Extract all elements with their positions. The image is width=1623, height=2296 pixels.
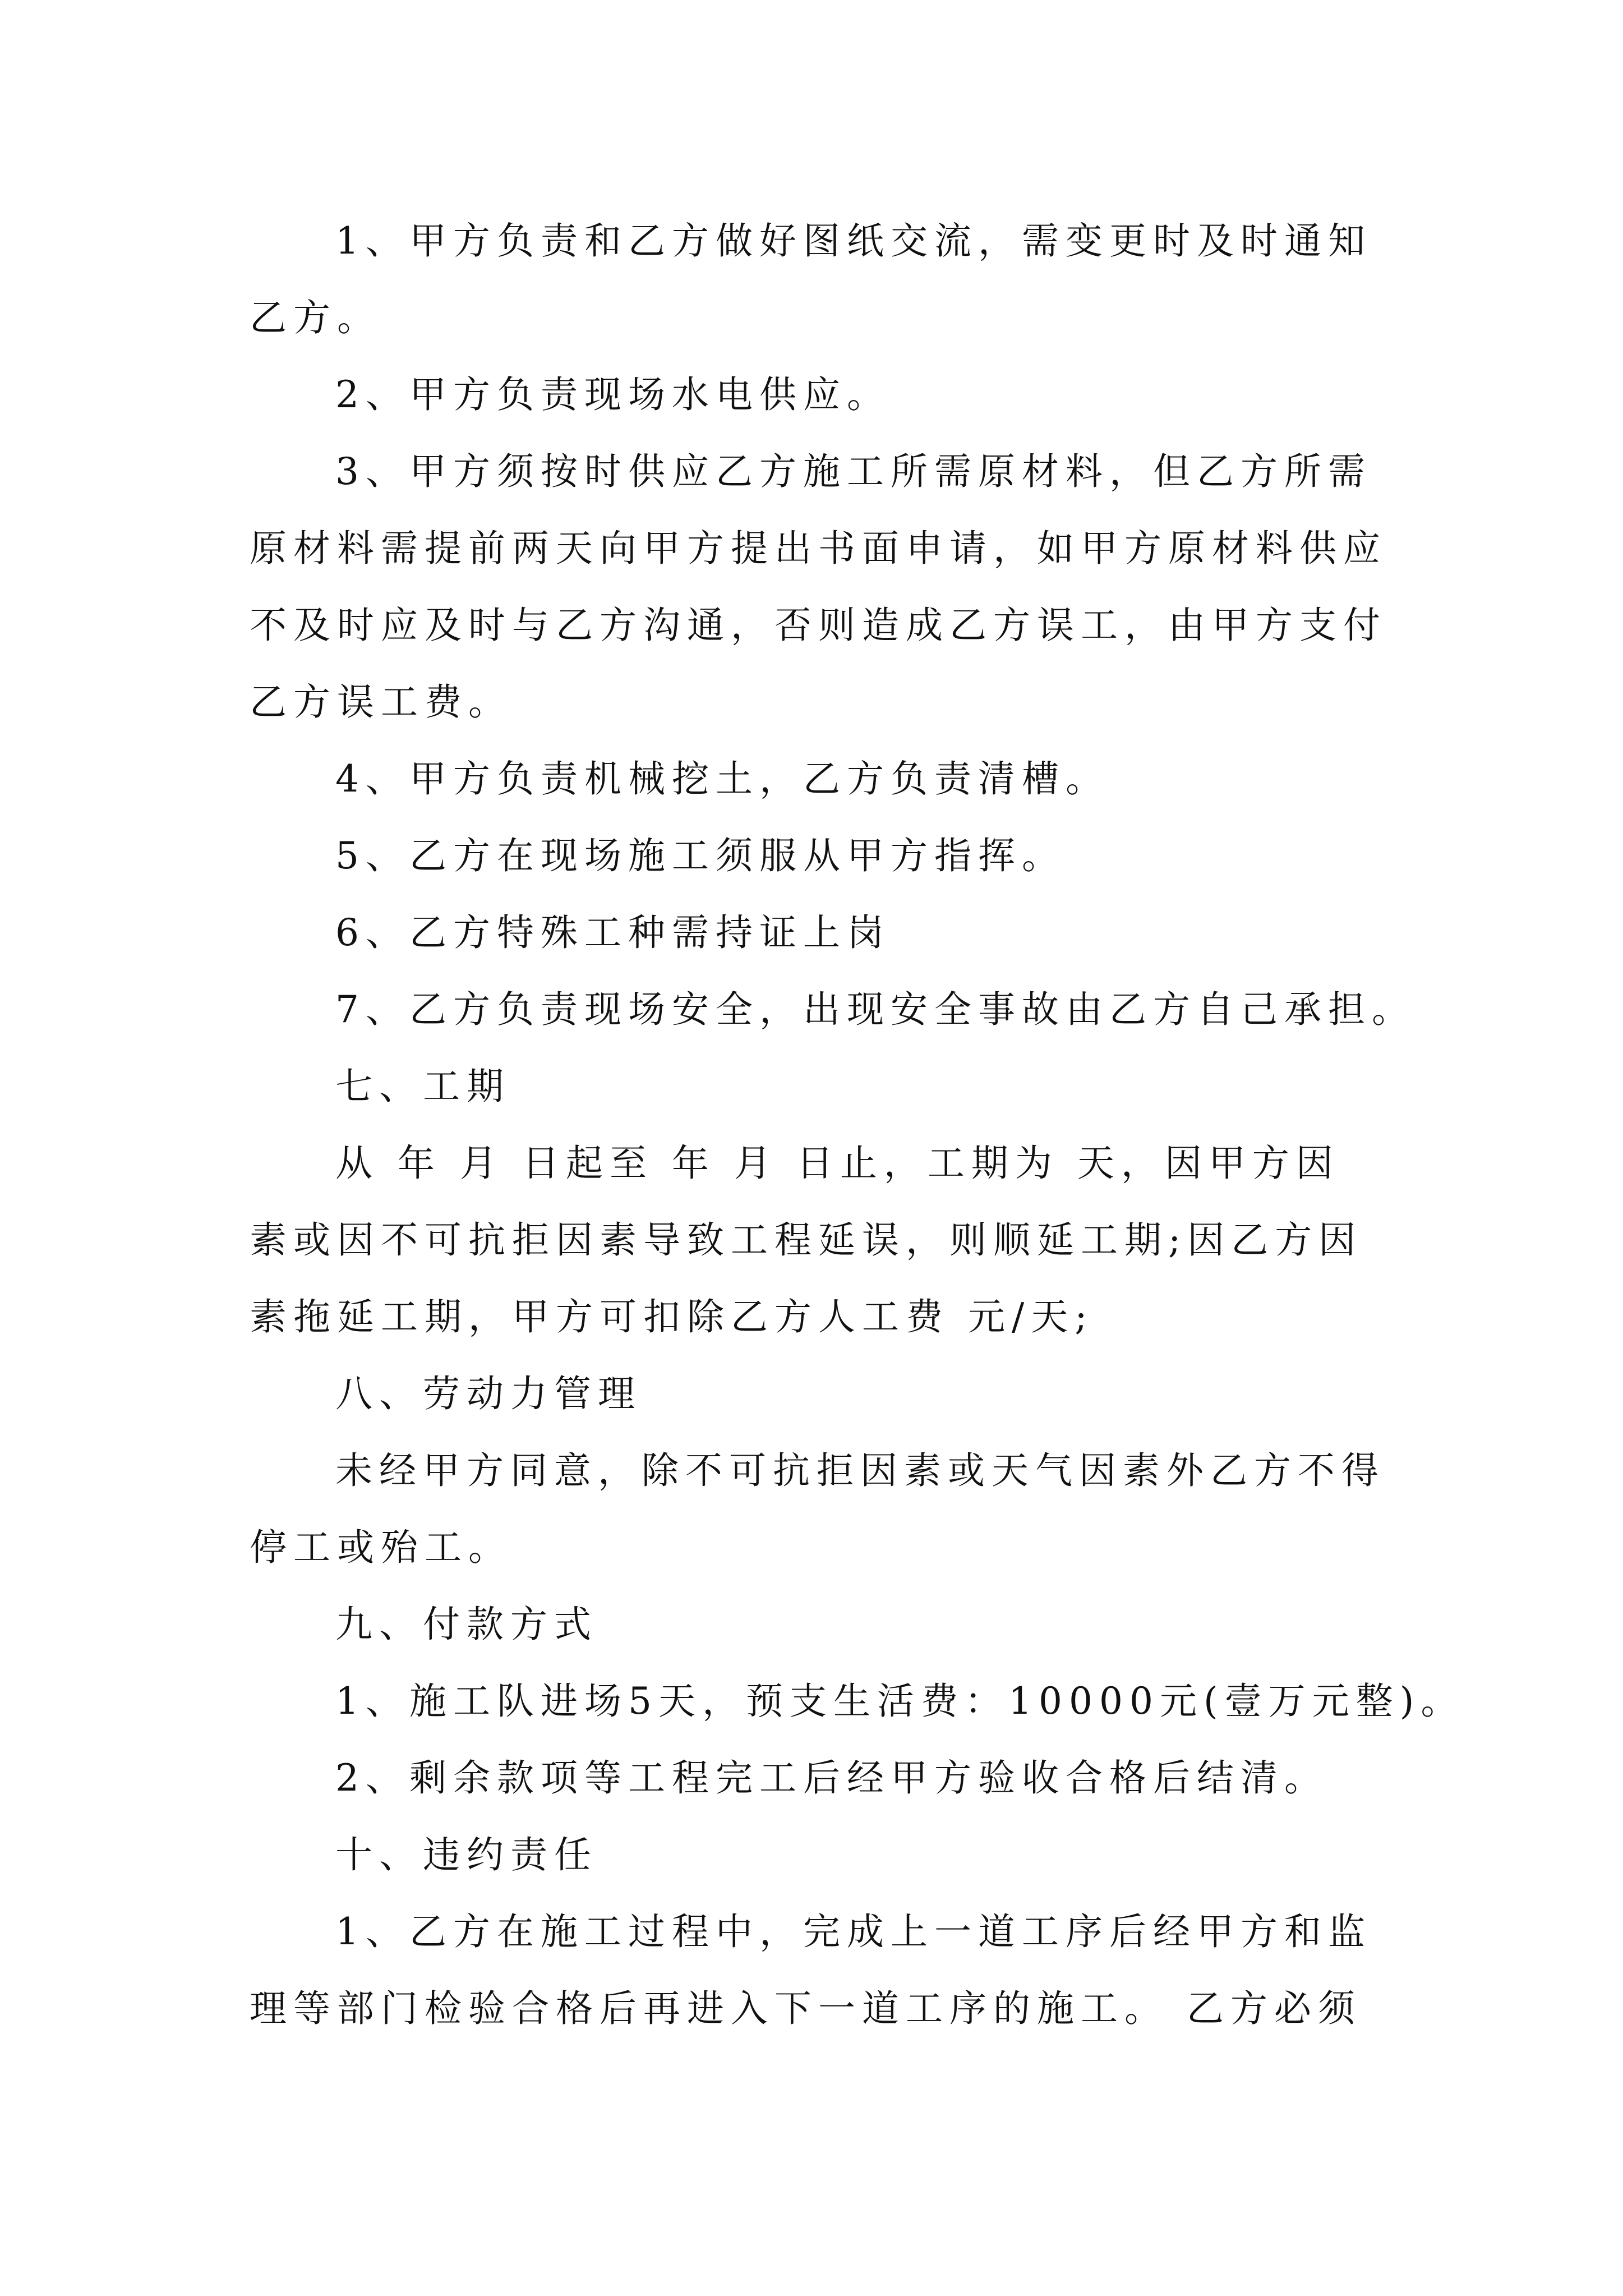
text-line: 2、甲方负责现场水电供应。 bbox=[335, 373, 891, 416]
section-heading: 八、劳动力管理 bbox=[335, 1372, 642, 1415]
text-line: 6、乙方特殊工种需持证上岗 bbox=[335, 911, 891, 954]
text-line: 1、乙方在施工过程中，完成上一道工序后经甲方和监 bbox=[335, 1910, 1372, 1953]
text-line: 停工或殆工。 bbox=[250, 1526, 512, 1569]
text-line: 7、乙方负责现场安全，出现安全事故由乙方自己承担。 bbox=[335, 988, 1415, 1031]
text-line: 3、甲方须按时供应乙方施工所需原材料，但乙方所需 bbox=[335, 450, 1372, 493]
text-line: 不及时应及时与乙方沟通，否则造成乙方误工，由甲方支付 bbox=[250, 604, 1387, 647]
text-line: 素拖延工期，甲方可扣除乙方人工费 元/天; bbox=[250, 1295, 1094, 1338]
text-line: 素或因不可抗拒因素导致工程延误，则顺延工期;因乙方因 bbox=[250, 1218, 1363, 1262]
text-line: 从 年 月 日起至 年 月 日止，工期为 天，因甲方因 bbox=[335, 1142, 1340, 1185]
text-line: 原材料需提前两天向甲方提出书面申请，如甲方原材料供应 bbox=[250, 527, 1387, 570]
text-line: 1、甲方负责和乙方做好图纸交流，需变更时及时通知 bbox=[335, 219, 1372, 263]
text-line: 5、乙方在现场施工须服从甲方指挥。 bbox=[335, 834, 1066, 877]
section-heading: 十、违约责任 bbox=[335, 1833, 598, 1876]
text-line: 乙方。 bbox=[250, 296, 381, 339]
text-line: 4、甲方负责机械挖土，乙方负责清槽。 bbox=[335, 757, 1109, 800]
text-line: 乙方误工费。 bbox=[250, 680, 512, 724]
section-heading: 九、付款方式 bbox=[335, 1603, 598, 1646]
section-heading: 七、工期 bbox=[335, 1065, 510, 1108]
text-line: 2、剩余款项等工程完工后经甲方验收合格后结清。 bbox=[335, 1756, 1328, 1800]
text-line: 理等部门检验合格后再进入下一道工序的施工。 乙方必须 bbox=[250, 1987, 1362, 2030]
text-line: 1、施工队进场5天，预支生活费：10000元(壹万元整)。 bbox=[335, 1680, 1465, 1723]
text-line: 未经甲方同意，除不可抗拒因素或天气因素外乙方不得 bbox=[335, 1449, 1385, 1492]
